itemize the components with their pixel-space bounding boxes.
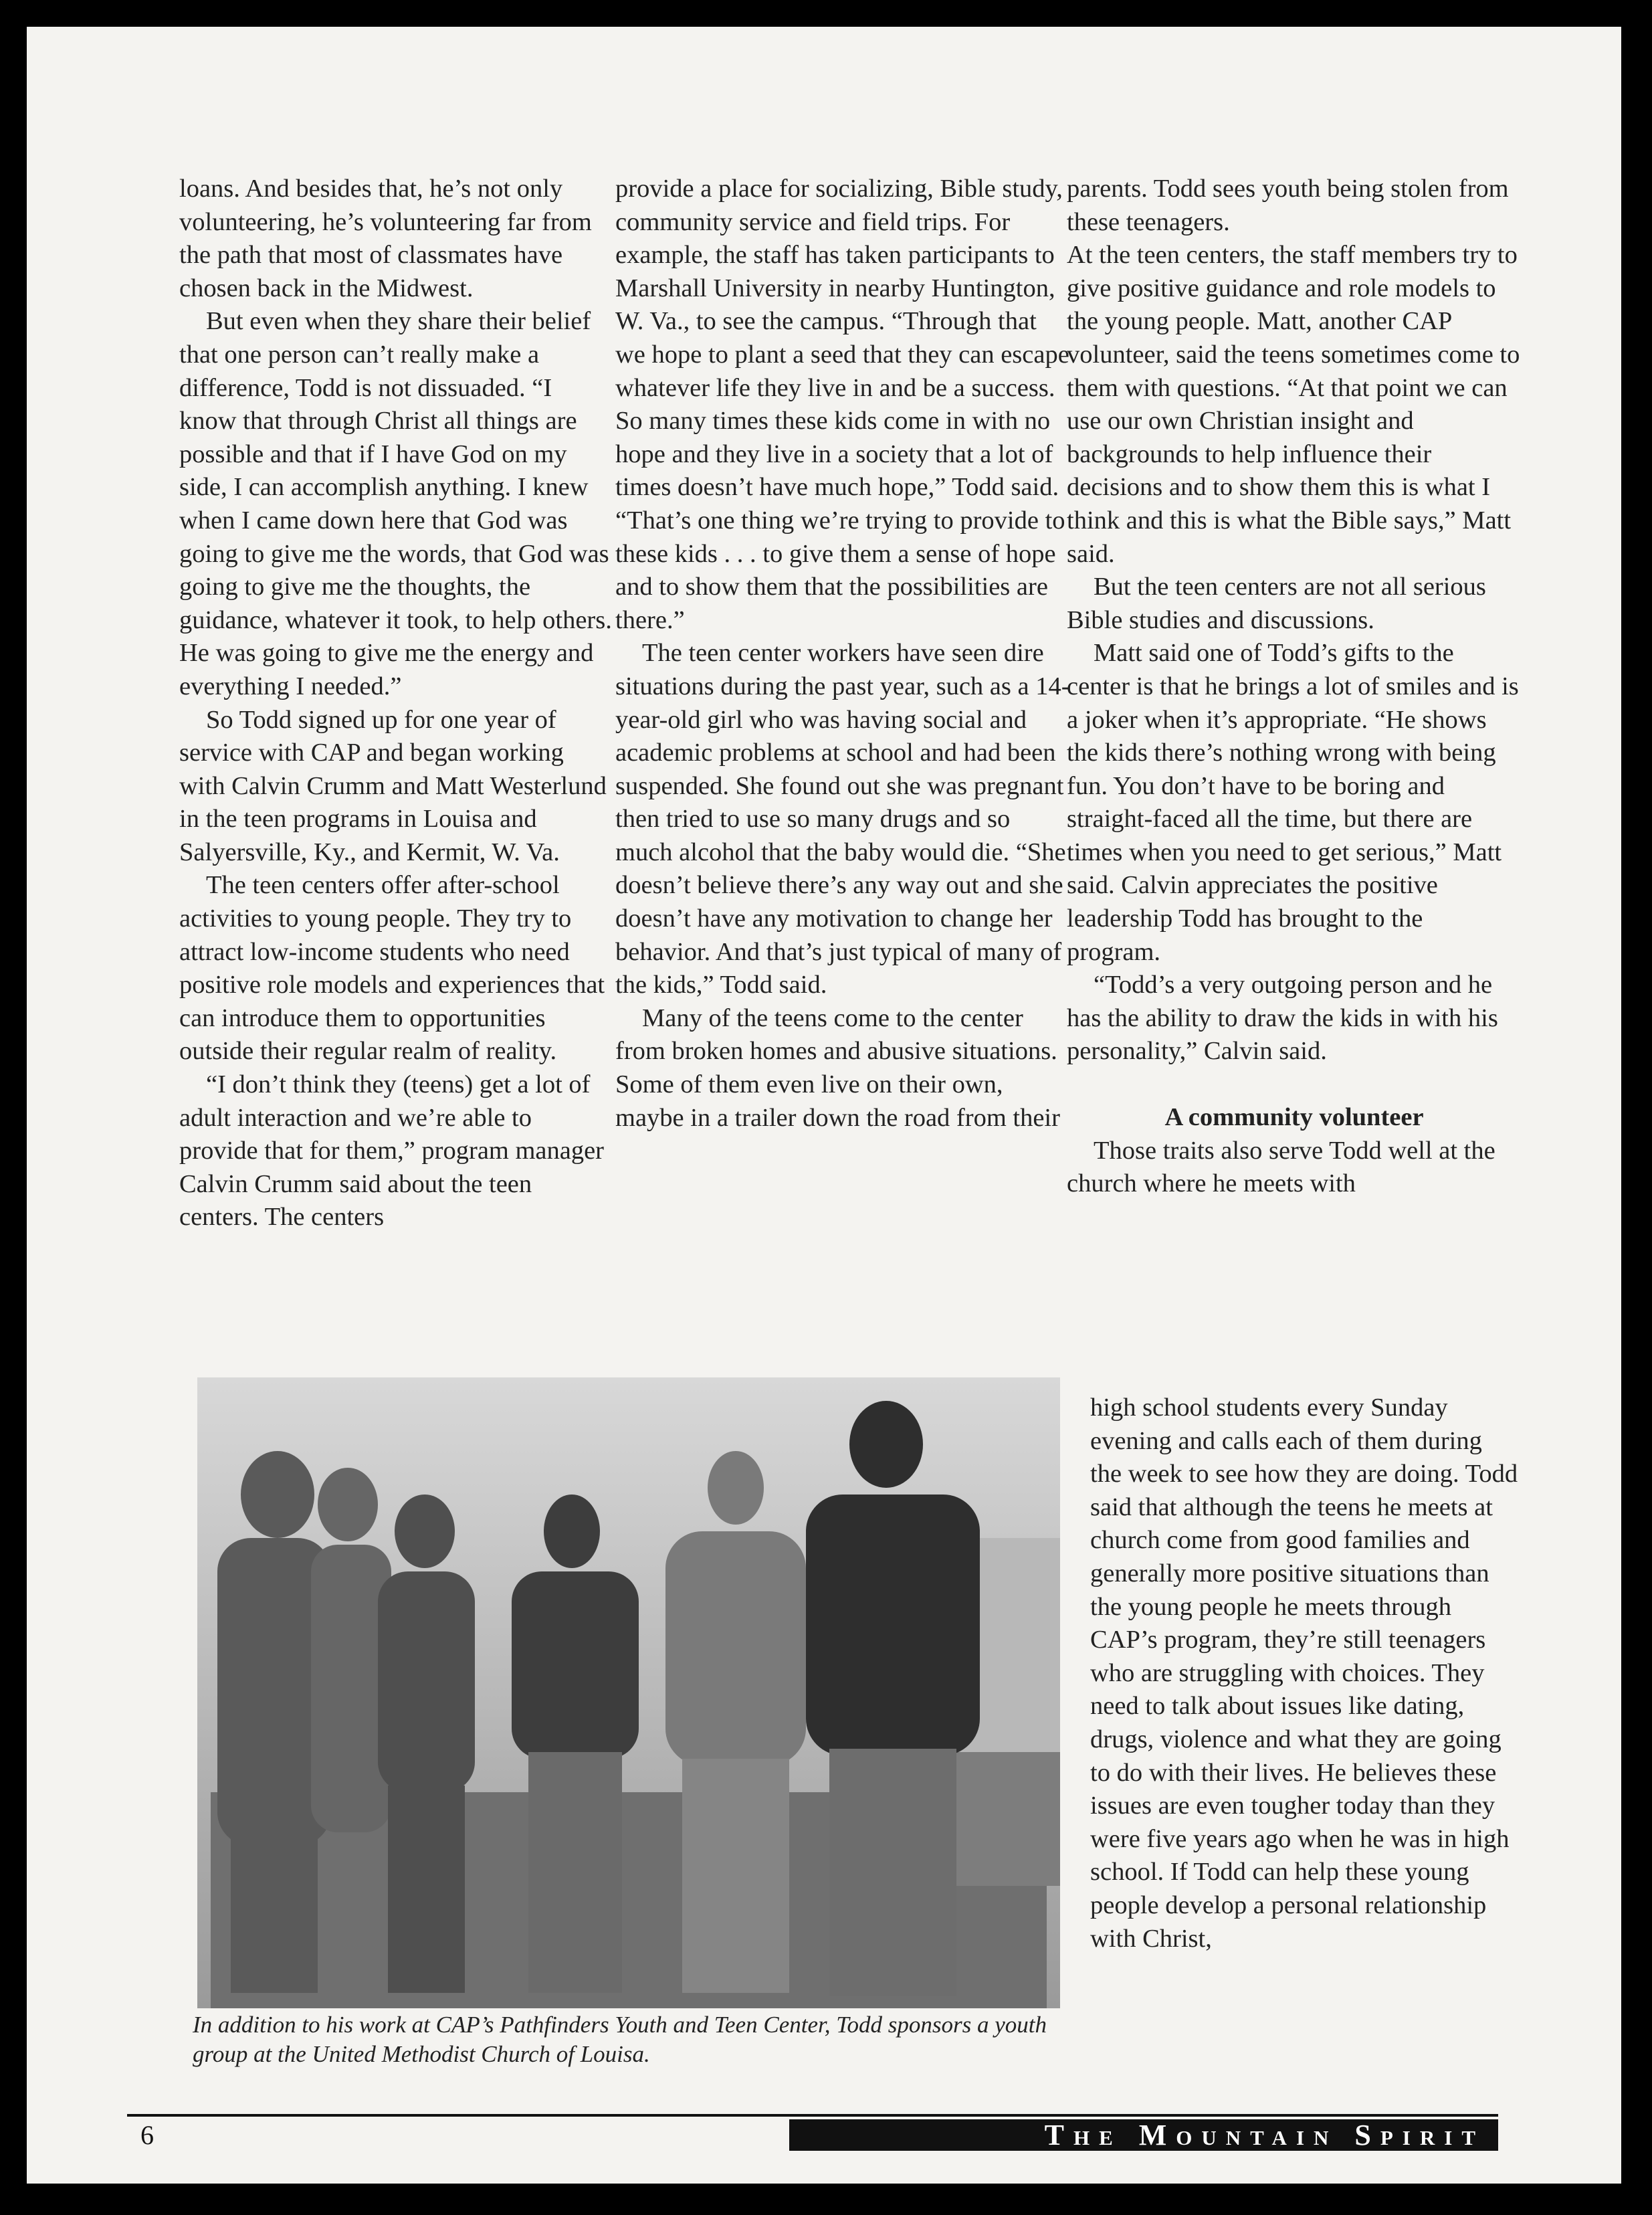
photo-caption: In addition to his work at CAP’s Pathfinders Youth and Teen Center, Todd sponsors a youth group at the United Methodist Church of Louisa.	[193, 2012, 1047, 2067]
footer-rule	[127, 2114, 1498, 2117]
photo-teen-group	[197, 1377, 1060, 2008]
paragraph: Many of the teens come to the center from broken homes and abusive situations. Some of them even live on their own, maybe in a trailer down the road from their	[615, 1003, 1060, 1132]
paragraph: So Todd signed up for one year of service with CAP and began working with Calvin Crumm and Matt Westerlund in the teen programs in Louisa and Salyersville, Ky., and Kermit, W. Va.	[179, 705, 607, 866]
paragraph: parents. Todd sees youth being stolen from these teenagers.	[1067, 175, 1509, 236]
paragraph: But even when they share their belief that one person can’t really make a difference, Todd is not dissuaded. “I know that through Christ all things are possible and that if I have God on my side, I can accomplish anything. I knew when I came down here that God was going to give me the words, that God was going to give me the thoughts, the guidance, whatever it took, to help others. He was going to give me the energy and everything I needed.”	[179, 307, 612, 700]
paragraph: provide a place for socializing, Bible study, community service and field trips. For example, the staff has taken participants to Marshall University in nearby Huntington, W. Va., to see the campus. “Through that we hope to plant a seed that they can escape whatever life they live in and be a success. So many times these kids come in with no hope and they live in a society that a lot of times doesn’t have much hope,” Todd said. “That’s one thing we’re trying to provide to these kids . . . to give them a sense of hope and to show them that the possibilities are there.”	[615, 175, 1069, 634]
paragraph: But the teen centers are not all serious Bible studies and discussions.	[1067, 573, 1486, 634]
paragraph: loans. And besides that, he’s not only volunteering, he’s volunteering far from the path that most of classmates have chosen back in the Midwest.	[179, 175, 592, 302]
article-column-3-wrap	[1090, 1391, 1518, 1955]
paragraph: The teen center workers have seen dire situations during the past year, such as a 14-year-old girl who was having social and academic problems at school and had been suspended. She found out she was pregnant then tried to use so many drugs and so much alcohol that the baby would die. “She doesn’t believe there’s any way out and she doesn’t have any motivation to change her behavior. And that’s just typical of many of the kids,” Todd said.	[615, 639, 1070, 999]
paragraph: Those traits also serve Todd well at the church where he meets with	[1067, 1136, 1495, 1198]
paragraph: “I don’t think they (teens) get a lot of adult interaction and we’re able to provide that for them,” program manager Calvin Crumm said about the teen centers. The centers	[179, 1070, 605, 1232]
paragraph: Matt said one of Todd’s gifts to the center is that he brings a lot of smiles and is a joker when it’s appropriate. “He shows the kids there’s nothing wrong with being fun. You don’t have to be boring and straight-faced all the time, but there are times when you need to get serious,” Matt said. Calvin appreciates the positive leadership Todd has brought to the program.	[1067, 639, 1519, 966]
photo-image	[197, 1377, 1060, 2008]
spacer	[1067, 1068, 1522, 1101]
paragraph: At the teen centers, the staff members try to give positive guidance and role models to the young people. Matt, another CAP volunteer, said the teens sometimes come to them with questions. “At that point we can use our own Christian insight and backgrounds to help influence their decisions and to show them this is what I think and this is what the Bible says,” Matt said.	[1067, 241, 1520, 568]
page-number: 6	[140, 2120, 154, 2150]
section-subheading: A community volunteer	[1164, 1103, 1424, 1132]
paragraph: high school students every Sunday evening and calls each of them during the week to see how they are doing. Todd said that although the teens he meets at church come from good families and generally more positive situations than the young people he meets through CAP’s program, they’re still teenagers who are struggling with choices. They need to talk about issues like dating, drugs, violence and what they are going to do with their lives. He believes these issues are even tougher today than they were five years ago when he was in high school. If Todd can help these young people develop a personal relationship with Christ,	[1090, 1393, 1518, 1953]
paragraph: The teen centers offer after-school activities to young people. They try to attract low-income students who need positive role models and experiences that can introduce them to opportunities outside their regular realm of reality.	[179, 871, 605, 1066]
paragraph: “Todd’s a very outgoing person and he has the ability to draw the kids in with his personality,” Calvin said.	[1067, 971, 1498, 1066]
page	[27, 27, 1621, 2184]
article-column-1	[179, 173, 614, 1234]
masthead-banner: The Mountain Spirit	[789, 2119, 1498, 2151]
article-column-2	[615, 173, 1070, 1135]
article-column-3	[1067, 173, 1522, 1201]
